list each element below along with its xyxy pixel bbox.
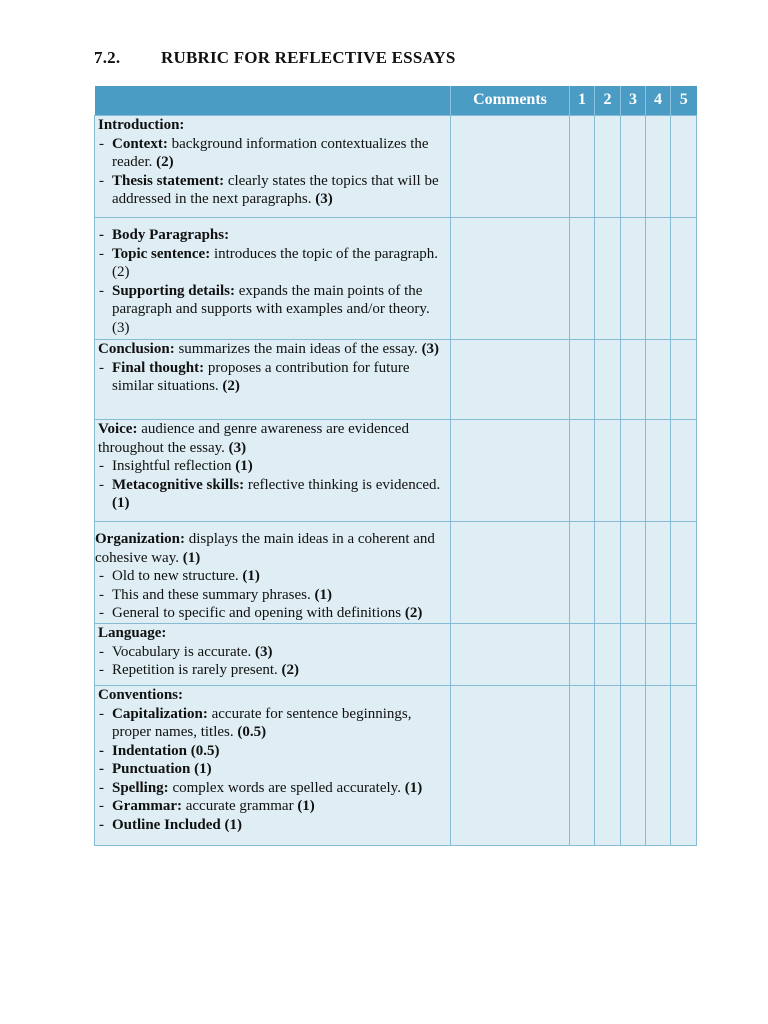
outline-item: - Outline Included (1) — [98, 816, 448, 835]
spelling-item: - Spelling: complex words are spelled accurately. (1) — [98, 779, 448, 798]
score-cell-4[interactable] — [646, 340, 671, 420]
score-cell-2[interactable] — [595, 420, 621, 522]
conclusion-text: Conclusion: summarizes the main ideas of the essay. (3) — [98, 341, 440, 357]
score-cell-5[interactable] — [671, 340, 697, 420]
row-introduction — [95, 116, 697, 218]
row-voice — [95, 420, 697, 522]
thesis-item: - Thesis statement: clearly states the topics that will be addressed in the next paragraphs. (3) — [98, 172, 448, 209]
header-row — [95, 86, 697, 116]
comments-cell[interactable] — [451, 420, 570, 522]
criteria-conclusion — [95, 340, 451, 420]
criteria-voice — [95, 420, 451, 522]
section-heading: RUBRIC FOR REFLECTIVE ESSAYS — [161, 48, 456, 67]
indentation-item: - Indentation (0.5) — [98, 742, 448, 761]
comments-cell[interactable] — [451, 116, 570, 218]
introduction-heading: Introduction: — [98, 117, 185, 133]
row-body-paragraphs — [95, 218, 697, 340]
body-heading: - Body Paragraphs: — [98, 226, 448, 245]
score-cell-2[interactable] — [595, 686, 621, 846]
metacognitive-skills-item: - Metacognitive skills: reflective thinking is evidenced. (1) — [98, 476, 448, 513]
criteria-header — [95, 86, 451, 116]
score-cell-1[interactable] — [570, 340, 595, 420]
score-cell-3[interactable] — [621, 116, 646, 218]
topic-sentence-item: - Topic sentence: introduces the topic of the paragraph. (2) — [98, 245, 448, 282]
comments-cell[interactable] — [451, 340, 570, 420]
comments-header: Comments — [451, 86, 570, 116]
context-item: - Context: background information contextualizes the reader. (2) — [98, 135, 448, 172]
language-heading: Language: — [98, 625, 167, 641]
score-cell-4[interactable] — [646, 116, 671, 218]
score-cell-2[interactable] — [595, 522, 621, 624]
score-cell-1[interactable] — [570, 218, 595, 340]
row-conclusion — [95, 340, 697, 420]
score-cell-3[interactable] — [621, 218, 646, 340]
score-cell-4[interactable] — [646, 522, 671, 624]
score-cell-1[interactable] — [570, 522, 595, 624]
score-cell-5[interactable] — [671, 624, 697, 686]
supporting-details-item: - Supporting details: expands the main points of the paragraph and supports with examples and/or theory. (3) — [98, 282, 448, 338]
score-cell-3[interactable] — [621, 522, 646, 624]
score-cell-1[interactable] — [570, 116, 595, 218]
score-cell-4[interactable] — [646, 218, 671, 340]
capitalization-item: - Capitalization: accurate for sentence beginnings, proper names, titles. (0.5) — [98, 705, 448, 742]
score-cell-2[interactable] — [595, 340, 621, 420]
score-cell-4[interactable] — [646, 686, 671, 846]
summary-phrases-item: - This and these summary phrases. (1) — [98, 586, 448, 605]
score-header-1: 1 — [570, 86, 595, 116]
score-cell-4[interactable] — [646, 624, 671, 686]
score-cell-1[interactable] — [570, 624, 595, 686]
old-to-new-item: - Old to new structure. (1) — [98, 567, 448, 586]
conventions-heading: Conventions: — [98, 687, 184, 703]
score-cell-3[interactable] — [621, 624, 646, 686]
score-cell-2[interactable] — [595, 218, 621, 340]
criteria-conventions — [95, 686, 451, 846]
organization-text: Organization: displays the main ideas in a coherent and cohesive way. (1) — [95, 531, 435, 566]
score-cell-4[interactable] — [646, 420, 671, 522]
comments-cell[interactable] — [451, 624, 570, 686]
score-cell-2[interactable] — [595, 624, 621, 686]
voice-text: Voice: audience and genre awareness are evidenced throughout the essay. (3) — [98, 421, 409, 456]
score-cell-1[interactable] — [570, 420, 595, 522]
section-title — [94, 48, 456, 68]
comments-cell[interactable] — [451, 686, 570, 846]
criteria-organization — [95, 522, 451, 624]
score-cell-3[interactable] — [621, 340, 646, 420]
comments-cell[interactable] — [451, 218, 570, 340]
row-language — [95, 624, 697, 686]
criteria-introduction — [95, 116, 451, 218]
criteria-language — [95, 624, 451, 686]
vocabulary-item: - Vocabulary is accurate. (3) — [98, 643, 448, 662]
repetition-item: - Repetition is rarely present. (2) — [98, 661, 448, 680]
rubric-table — [94, 86, 697, 846]
grammar-item: - Grammar: accurate grammar (1) — [98, 797, 448, 816]
score-header-2: 2 — [595, 86, 621, 116]
criteria-body-paragraphs — [95, 218, 451, 340]
comments-cell[interactable] — [451, 522, 570, 624]
score-cell-5[interactable] — [671, 218, 697, 340]
score-cell-5[interactable] — [671, 686, 697, 846]
punctuation-item: - Punctuation (1) — [98, 760, 448, 779]
final-thought-item: - Final thought: proposes a contribution for future similar situations. (2) — [98, 359, 448, 396]
score-header-5: 5 — [671, 86, 697, 116]
score-header-4: 4 — [646, 86, 671, 116]
section-number: 7.2. — [94, 48, 121, 67]
score-header-3: 3 — [621, 86, 646, 116]
general-to-specific-item: - General to specific and opening with definitions (2) — [98, 604, 448, 623]
score-cell-2[interactable] — [595, 116, 621, 218]
score-cell-3[interactable] — [621, 686, 646, 846]
score-cell-5[interactable] — [671, 522, 697, 624]
score-cell-3[interactable] — [621, 420, 646, 522]
row-organization — [95, 522, 697, 624]
score-cell-1[interactable] — [570, 686, 595, 846]
row-conventions — [95, 686, 697, 846]
score-cell-5[interactable] — [671, 116, 697, 218]
score-cell-5[interactable] — [671, 420, 697, 522]
insightful-reflection-item: - Insightful reflection (1) — [98, 457, 448, 476]
